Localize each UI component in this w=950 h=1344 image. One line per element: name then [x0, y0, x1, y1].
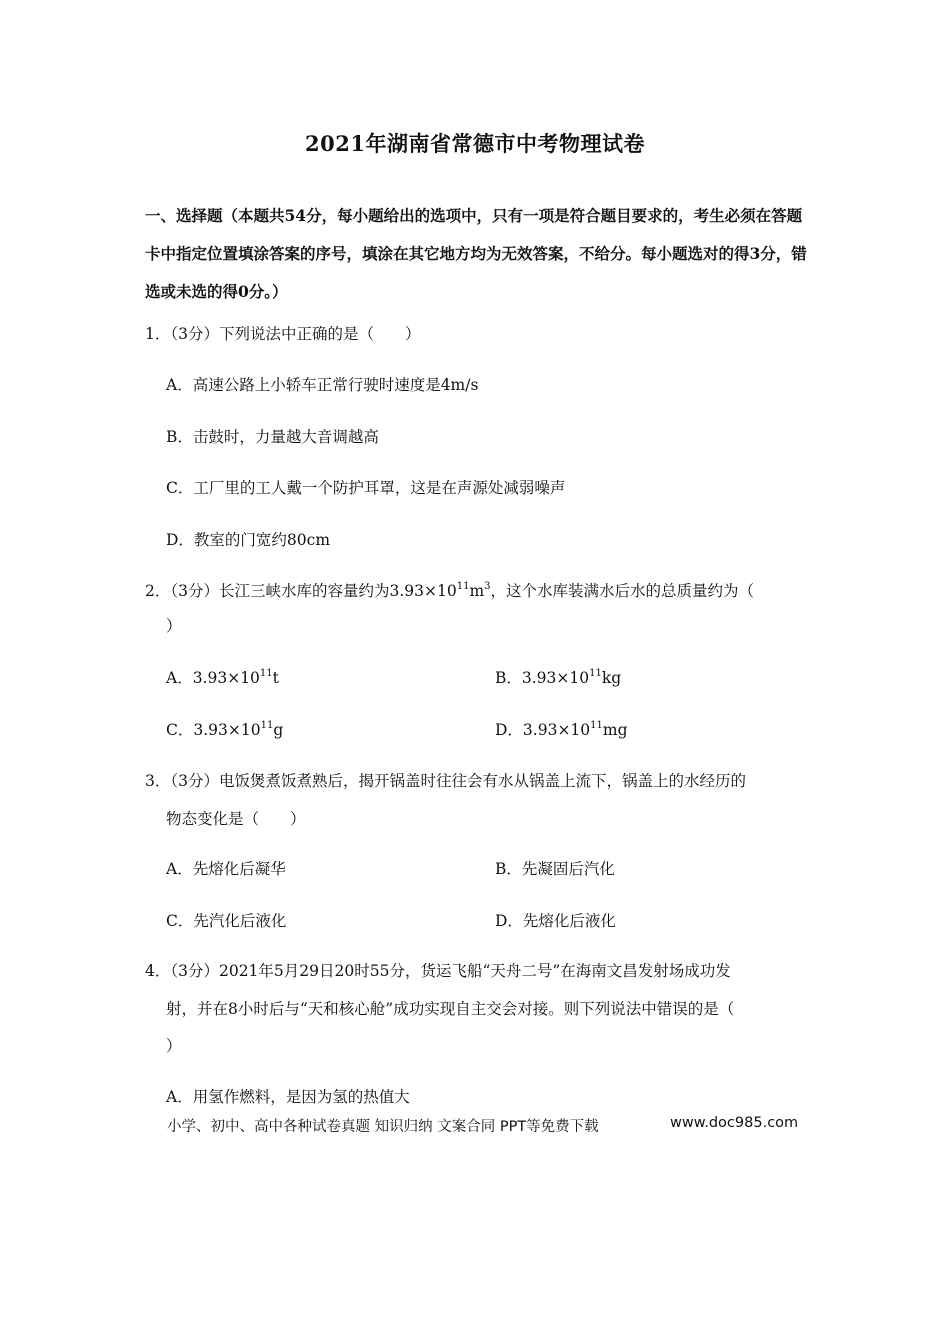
- question-1-option-d: D．教室的门宽约80cm: [166, 531, 331, 549]
- q2-c-exponent: 11: [260, 720, 274, 731]
- q2-stem-post: ，这个水库装满水后水的总质量约为（: [490, 582, 755, 600]
- question-3-stem-line1: 3．（3分）电饭煲煮饭煮熟后，揭开锅盖时往往会有水从锅盖上流下，锅盖上的水经历的: [145, 772, 746, 790]
- q2-a-exponent: 11: [259, 668, 273, 679]
- section-heading: 一、选择题（本题共54分，每小题给出的选项中，只有一项是符合题目要求的，考生必须在答题卡中指定位置填涂答案的序号，填涂在其它地方均为无效答案，不给分。每小题选对的得3分，错选或未选的得0分。）: [145, 206, 807, 301]
- q2-c-unit: g: [273, 721, 284, 739]
- question-3-option-d: D．先熔化后液化: [495, 912, 616, 930]
- q2-stem-exponent: 11: [456, 581, 470, 592]
- question-3-option-c: C．先汽化后液化: [166, 912, 287, 930]
- question-4-stem-line3: ）: [166, 1037, 182, 1055]
- footer-url-link[interactable]: www.doc985.com: [670, 1115, 799, 1131]
- q2-c-pre: C．3.93×10: [166, 721, 261, 739]
- question-3-option-b: B．先凝固后汽化: [495, 860, 615, 878]
- footer-text: 小学、初中、高中各种试卷真题 知识归纳 文案合同 PPT等免费下载: [167, 1119, 599, 1135]
- q2-d-unit: mg: [602, 721, 628, 739]
- q2-stem-unit-exponent: 3: [484, 581, 491, 592]
- question-2-stem: [145, 572, 754, 610]
- question-3-option-a: A．先熔化后凝华: [166, 860, 286, 878]
- question-1-stem: 1．（3分）下列说法中正确的是（ ）: [145, 325, 421, 343]
- question-2-option-b: [495, 666, 621, 690]
- question-4-stem-line2: 射，并在8小时后与“天和核心舱”成功实现自主交会对接。则下列说法中错误的是（: [166, 1000, 735, 1018]
- q2-b-exponent: 11: [589, 668, 602, 679]
- question-3-stem-line2: 物态变化是（ ）: [166, 810, 306, 828]
- question-1-option-b: B．击鼓时，力量越大音调越高: [166, 428, 379, 446]
- question-2-option-a: [166, 666, 279, 690]
- q2-b-pre: B．3.93×10: [495, 669, 590, 687]
- q2-b-unit: kg: [601, 669, 622, 687]
- q2-a-pre: A．3.93×10: [166, 669, 260, 687]
- question-1-option-a: A．高速公路上小轿车正常行驶时速度是4m/s: [166, 376, 479, 394]
- q2-a-unit: t: [272, 669, 279, 687]
- footer: [167, 1115, 799, 1136]
- q2-d-exponent: 11: [590, 720, 603, 731]
- question-4-stem-line1: 4．（3分）2021年5月29日20时55分，货运飞船“天舟二号”在海南文昌发射场成功发: [145, 962, 731, 980]
- question-2-option-c: [166, 718, 283, 742]
- question-4-option-a: A．用氢作燃料，是因为氢的热值大: [166, 1088, 410, 1106]
- question-1-option-c: C．工厂里的工人戴一个防护耳罩，这是在声源处减弱噪声: [166, 479, 566, 497]
- page-title: 2021年湖南省常德市中考物理试卷: [305, 131, 645, 156]
- q2-stem-pre: 2．（3分）长江三峡水库的容量约为3.93×10: [145, 582, 457, 600]
- question-2-stem-line2: ）: [166, 617, 182, 635]
- q2-d-pre: D．3.93×10: [495, 721, 591, 739]
- question-2-option-d: [495, 718, 628, 742]
- q2-stem-unit: m: [469, 582, 485, 600]
